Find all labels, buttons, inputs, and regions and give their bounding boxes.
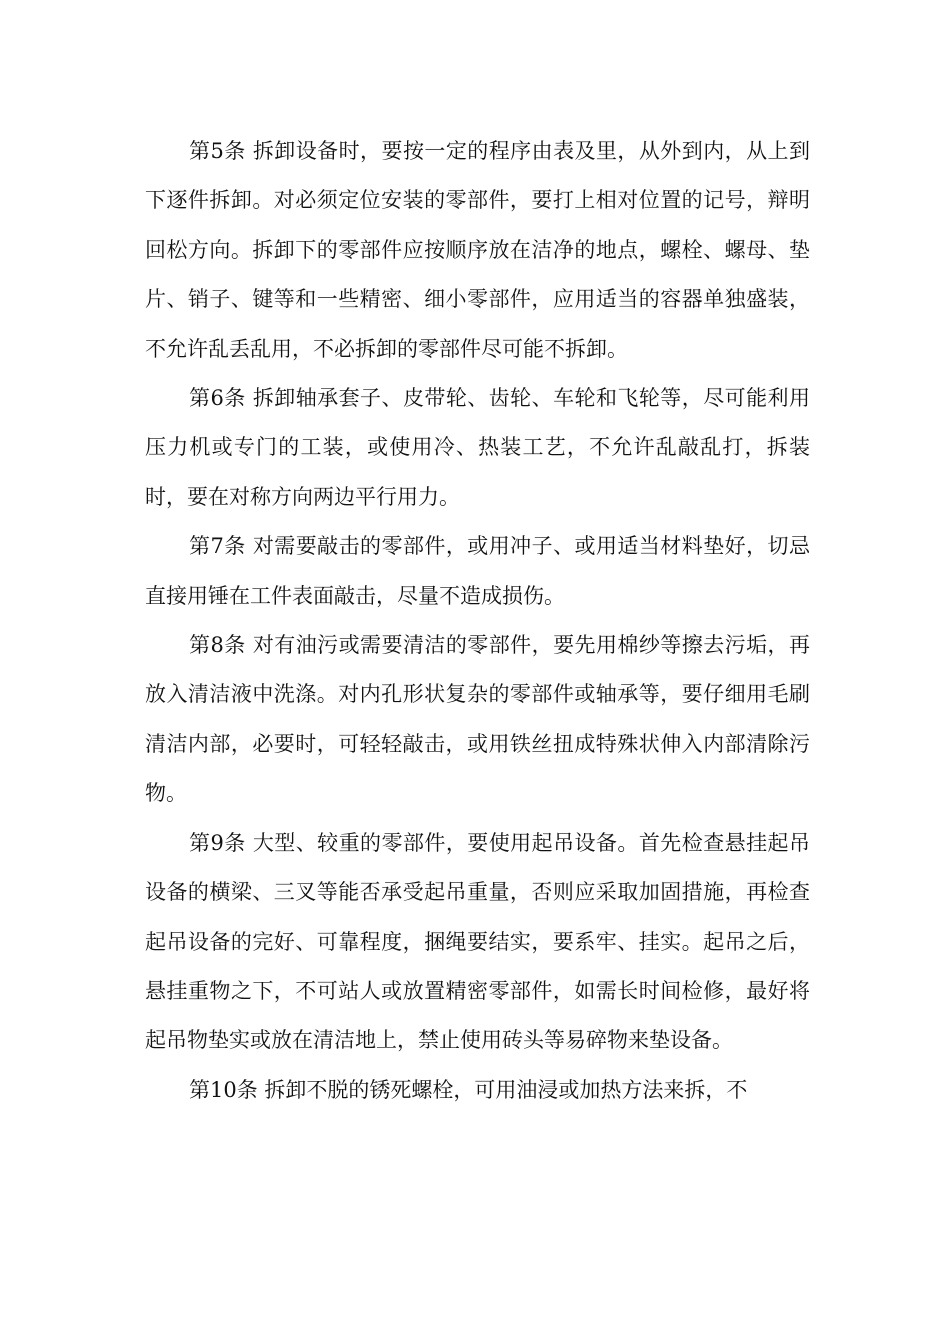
article-6-paragraph: 第6条 拆卸轴承套子、皮带轮、齿轮、车轮和飞轮等，尽可能利用压力机或专门的工装，或使用冷、热装工艺，不允许乱敲乱打，拆装时，要在对称方向两边平行用力。 [145, 386, 810, 509]
article-8-paragraph: 第8条 对有油污或需要清洁的零部件，要先用棉纱等擦去污垢，再放入清洁液中洗涤。对内孔形状复杂的零部件或轴承等，要仔细用毛刷清洁内部，必要时，可轻轻敲击，或用铁丝扭成特殊状伸入内部清除污物。 [145, 633, 810, 806]
article-9-paragraph: 第9条 大型、较重的零部件，要使用起吊设备。首先检查悬挂起吊设备的横梁、三叉等能否承受起吊重量，否则应采取加固措施，再检查起吊设备的完好、可靠程度，捆绳要结实，要系牢、挂实。起吊之后，悬挂重物之下，不可站人或放置精密零部件，如需长时间检修，最好将起吊物垫实或放在清洁地上，禁止使用砖头等易碎物来垫设备。 [145, 830, 810, 1053]
document-body [145, 127, 810, 1115]
article-5-paragraph: 第5条 拆卸设备时，要按一定的程序由表及里，从外到内，从上到下逐件拆卸。对必须定位安装的零部件，要打上相对位置的记号，辩明回松方向。拆卸下的零部件应按顺序放在洁净的地点，螺栓、螺母、垫片、销子、键等和一些精密、细小零部件，应用适当的容器单独盛装，不允许乱丢乱用，不必拆卸的零部件尽可能不拆卸。 [145, 139, 810, 361]
article-7-paragraph: 第7条 对需要敲击的零部件，或用冲子、或用适当材料垫好，切忌直接用锤在工件表面敲击，尽量不造成损伤。 [145, 534, 810, 608]
article-10-paragraph: 第10条 拆卸不脱的锈死螺栓，可用油浸或加热方法来拆，不 [189, 1077, 748, 1102]
